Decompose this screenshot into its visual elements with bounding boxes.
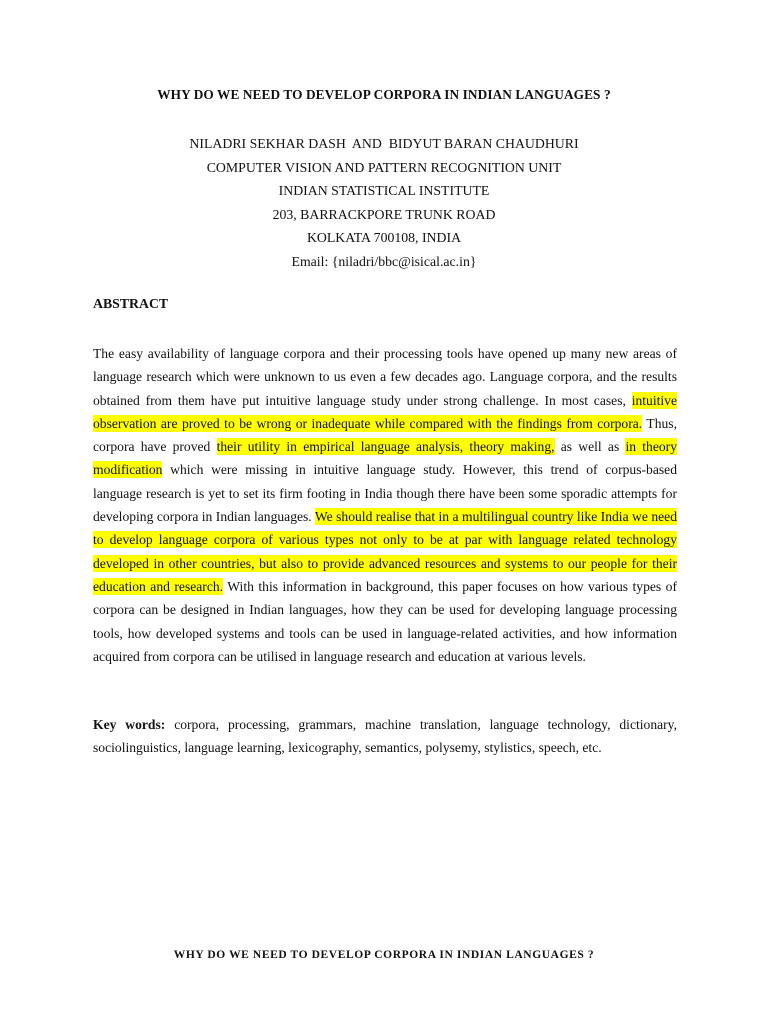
author-email: Email: {niladri/bbc@isical.ac.in}: [291, 253, 477, 269]
highlighted-text: their utility in empirical language analysis, theory making,: [216, 439, 555, 455]
abstract-text: With this information in background, this paper focuses on how various types of corpora can be designed in Indian languages, how they can be used for developing language processing tools, how developed systems and tools can be used in language-related activities, and how information acquired from corpora can be utilised in language research and education at various levels.: [93, 578, 677, 664]
abstract-body: [93, 342, 677, 668]
footer-title: WHY DO WE NEED TO DEVELOP CORPORA IN INDIAN LANGUAGES ?: [173, 949, 595, 961]
author-address-line1: 203, BARRACKPORE TRUNK ROAD: [272, 206, 496, 222]
abstract-text: The easy availability of language corpora and their processing tools have opened up many new areas of language research which were unknown to us even a few decades ago. Language corpora, and the results obtained from them have put intuitive language study under strong challenge. In most cases,: [93, 346, 677, 408]
author-address-line2: KOLKATA 700108, INDIA: [306, 230, 462, 245]
author-institute: INDIAN STATISTICAL INSTITUTE: [278, 183, 490, 198]
abstract-heading: ABSTRACT: [93, 296, 169, 311]
author-block: [0, 134, 768, 275]
abstract-text: as well as: [554, 439, 626, 455]
keywords-block: [93, 713, 677, 760]
abstract-paragraph: [93, 342, 677, 668]
highlighted-text: We should realise that in a multilingual country like India we need to develop language corpora of various types not only to be at par with language related technology developed in other countries, but also to provide advanced resources and systems to our people for their education and research.: [93, 509, 677, 594]
author-unit: COMPUTER VISION AND PATTERN RECOGNITION UNIT: [206, 159, 562, 175]
highlighted-text: intuitive observation are proved to be wrong or inadequate while compared with the findings from corpora.: [93, 392, 677, 431]
abstract-text: which were missing in intuitive language study. However, this trend of corpus-based language research is yet to set its firm footing in India though there have been some sporadic attempts for developing corpora in Indian languages.: [93, 462, 677, 525]
paper-title: WHY DO WE NEED TO DEVELOP CORPORA IN INDIAN LANGUAGES ?: [157, 87, 611, 102]
abstract-text: Thus, corpora have proved: [93, 415, 678, 455]
keywords-label: Key words:: [93, 717, 166, 732]
highlighted-text: in theory modification: [93, 439, 677, 478]
keywords-text: corpora, processing, grammars, machine translation, language technology, dictionary, sociolinguistics, language learning, lexicography, semantics, polysemy, stylistics, speech, etc.: [93, 717, 677, 756]
author-names: NILADRI SEKHAR DASH AND BIDYUT BARAN CHAUDHURI: [189, 136, 579, 151]
